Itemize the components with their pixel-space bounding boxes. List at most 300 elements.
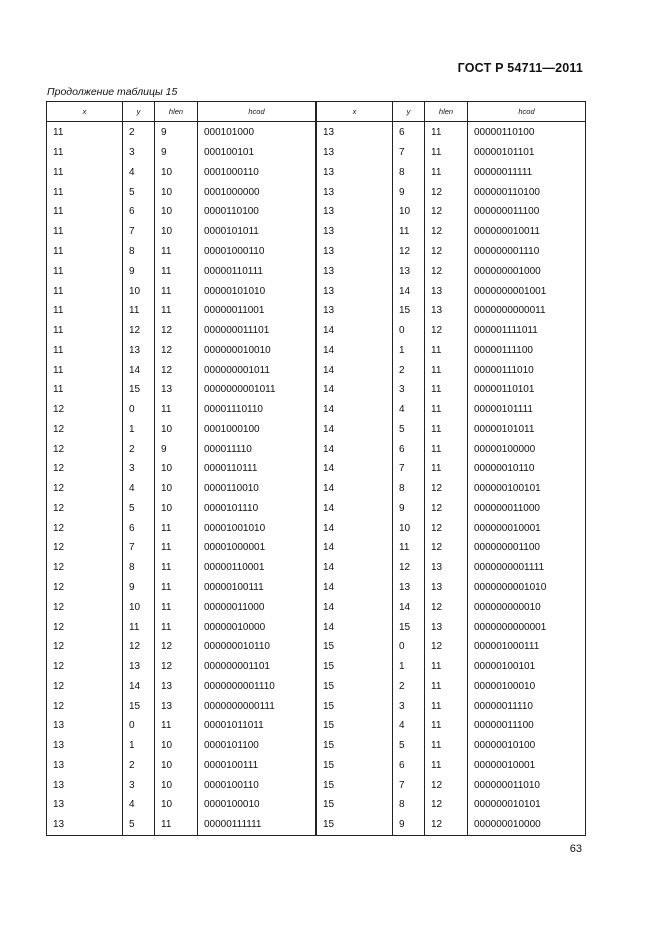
cell-y: 0	[393, 637, 425, 657]
cell-hcod: 00001000001	[198, 538, 316, 558]
cell-y: 6	[393, 439, 425, 459]
cell-hcod: 000000110100	[468, 182, 586, 202]
cell-hlen: 12	[155, 657, 198, 677]
cell-y: 15	[123, 696, 155, 716]
table-row	[47, 617, 316, 637]
cell-y: 2	[123, 439, 155, 459]
column-header-hcod: hcod	[468, 102, 586, 122]
cell-hcod: 00000110100	[468, 122, 586, 143]
table-row	[317, 558, 586, 578]
cell-y: 5	[123, 815, 155, 835]
cell-hlen: 10	[155, 499, 198, 519]
column-header-y: y	[393, 102, 425, 122]
cell-y: 4	[393, 716, 425, 736]
table-row	[317, 321, 586, 341]
table-row	[317, 538, 586, 558]
cell-hlen: 11	[425, 122, 468, 143]
cell-hcod: 00000011100	[468, 716, 586, 736]
table-row	[47, 261, 316, 281]
table-row	[47, 340, 316, 360]
cell-hlen: 10	[155, 736, 198, 756]
cell-x: 14	[317, 479, 393, 499]
table-row	[317, 360, 586, 380]
cell-hlen: 11	[425, 400, 468, 420]
cell-hlen: 10	[155, 479, 198, 499]
cell-hcod: 0000100110	[198, 775, 316, 795]
cell-hlen: 11	[425, 360, 468, 380]
cell-x: 13	[317, 242, 393, 262]
cell-y: 13	[123, 657, 155, 677]
cell-y: 12	[393, 558, 425, 578]
table-row	[317, 182, 586, 202]
cell-hlen: 11	[425, 340, 468, 360]
cell-hlen: 10	[155, 459, 198, 479]
cell-x: 13	[47, 756, 123, 776]
cell-y: 1	[393, 657, 425, 677]
cell-x: 12	[47, 558, 123, 578]
table-row	[47, 736, 316, 756]
cell-hcod: 000100101	[198, 143, 316, 163]
table-row	[47, 775, 316, 795]
table-row	[317, 281, 586, 301]
cell-x: 13	[317, 261, 393, 281]
table-row	[317, 400, 586, 420]
cell-x: 14	[317, 518, 393, 538]
cell-hcod: 000000001011	[198, 360, 316, 380]
table-row	[47, 518, 316, 538]
cell-y: 15	[123, 380, 155, 400]
table-row	[317, 657, 586, 677]
cell-y: 14	[123, 360, 155, 380]
cell-x: 15	[317, 657, 393, 677]
table-row	[317, 419, 586, 439]
cell-y: 4	[123, 163, 155, 183]
table-row	[47, 637, 316, 657]
table-row	[317, 696, 586, 716]
cell-x: 14	[317, 597, 393, 617]
cell-hlen: 11	[425, 419, 468, 439]
cell-x: 14	[317, 459, 393, 479]
cell-hlen: 12	[425, 321, 468, 341]
cell-hcod: 00000101101	[468, 143, 586, 163]
cell-y: 7	[393, 775, 425, 795]
cell-hcod: 000011110	[198, 439, 316, 459]
cell-hlen: 11	[155, 261, 198, 281]
cell-x: 13	[47, 775, 123, 795]
cell-x: 11	[47, 163, 123, 183]
cell-hcod: 000000010001	[468, 518, 586, 538]
cell-x: 15	[317, 815, 393, 835]
cell-y: 8	[393, 163, 425, 183]
column-header-hlen: hlen	[155, 102, 198, 122]
cell-hlen: 10	[155, 222, 198, 242]
cell-hcod: 00000101010	[198, 281, 316, 301]
cell-x: 14	[317, 558, 393, 578]
cell-x: 12	[47, 400, 123, 420]
column-header-x: x	[317, 102, 393, 122]
cell-hcod: 0000000000111	[198, 696, 316, 716]
table-row	[317, 756, 586, 776]
cell-hcod: 00000111010	[468, 360, 586, 380]
cell-hcod: 0000100010	[198, 795, 316, 815]
cell-hcod: 000000010011	[468, 222, 586, 242]
cell-y: 15	[393, 617, 425, 637]
cell-y: 10	[393, 518, 425, 538]
cell-y: 9	[393, 182, 425, 202]
cell-hcod: 000001111011	[468, 321, 586, 341]
table-row	[47, 163, 316, 183]
cell-x: 15	[317, 775, 393, 795]
cell-y: 5	[393, 419, 425, 439]
table-row	[317, 736, 586, 756]
cell-hlen: 11	[425, 696, 468, 716]
cell-x: 12	[47, 419, 123, 439]
cell-hlen: 11	[155, 815, 198, 835]
cell-hcod: 00001110110	[198, 400, 316, 420]
cell-x: 11	[47, 143, 123, 163]
cell-hcod: 0000101110	[198, 499, 316, 519]
cell-x: 14	[317, 400, 393, 420]
cell-x: 14	[317, 340, 393, 360]
cell-hcod: 0000000001111	[468, 558, 586, 578]
cell-y: 3	[123, 143, 155, 163]
cell-y: 5	[123, 499, 155, 519]
cell-hlen: 12	[425, 479, 468, 499]
cell-x: 12	[47, 439, 123, 459]
cell-hlen: 12	[425, 597, 468, 617]
cell-hlen: 9	[155, 122, 198, 143]
cell-hcod: 000000001100	[468, 538, 586, 558]
cell-hlen: 11	[155, 558, 198, 578]
cell-hlen: 13	[155, 696, 198, 716]
cell-hcod: 000000011101	[198, 321, 316, 341]
table-row	[47, 182, 316, 202]
cell-hlen: 13	[155, 676, 198, 696]
table-row	[317, 499, 586, 519]
cell-hcod: 0000110111	[198, 459, 316, 479]
cell-hlen: 11	[425, 163, 468, 183]
cell-hlen: 11	[155, 716, 198, 736]
cell-hlen: 11	[155, 578, 198, 598]
cell-x: 13	[47, 815, 123, 835]
table-row	[317, 518, 586, 538]
cell-hcod: 000001000111	[468, 637, 586, 657]
table-row	[317, 775, 586, 795]
cell-hcod: 000000010010	[198, 340, 316, 360]
cell-hcod: 00000100000	[468, 439, 586, 459]
cell-hcod: 0000000001010	[468, 578, 586, 598]
cell-y: 0	[123, 400, 155, 420]
cell-hlen: 12	[425, 538, 468, 558]
table-row	[47, 756, 316, 776]
cell-x: 12	[47, 479, 123, 499]
cell-y: 11	[393, 538, 425, 558]
cell-y: 14	[393, 281, 425, 301]
cell-hlen: 10	[155, 163, 198, 183]
table-row	[317, 261, 586, 281]
cell-y: 8	[393, 479, 425, 499]
cell-x: 12	[47, 578, 123, 598]
cell-x: 14	[317, 439, 393, 459]
table-row	[47, 558, 316, 578]
table-row	[47, 676, 316, 696]
cell-x: 12	[47, 597, 123, 617]
cell-hlen: 11	[425, 657, 468, 677]
table-body-right	[317, 122, 586, 836]
cell-x: 11	[47, 301, 123, 321]
cell-hlen: 11	[155, 518, 198, 538]
cell-y: 2	[123, 122, 155, 143]
cell-x: 13	[47, 736, 123, 756]
cell-hcod: 000000010101	[468, 795, 586, 815]
cell-x: 13	[317, 202, 393, 222]
cell-hcod: 000000010000	[468, 815, 586, 835]
cell-hlen: 11	[155, 538, 198, 558]
cell-hlen: 12	[425, 815, 468, 835]
cell-x: 12	[47, 617, 123, 637]
cell-y: 1	[123, 736, 155, 756]
cell-x: 13	[317, 301, 393, 321]
cell-hcod: 00000111100	[468, 340, 586, 360]
cell-y: 11	[393, 222, 425, 242]
cell-y: 1	[393, 340, 425, 360]
cell-hcod: 000000001101	[198, 657, 316, 677]
cell-hlen: 12	[155, 340, 198, 360]
cell-y: 8	[393, 795, 425, 815]
cell-x: 12	[47, 538, 123, 558]
table-row	[47, 696, 316, 716]
cell-hlen: 12	[425, 775, 468, 795]
cell-hlen: 12	[155, 637, 198, 657]
cell-hcod: 0000100111	[198, 756, 316, 776]
table-caption: Продолжение таблицы 15	[47, 86, 178, 98]
table-row	[317, 578, 586, 598]
cell-hcod: 000000010110	[198, 637, 316, 657]
cell-hlen: 11	[155, 301, 198, 321]
cell-x: 14	[317, 380, 393, 400]
cell-y: 1	[123, 419, 155, 439]
cell-y: 2	[393, 676, 425, 696]
cell-hlen: 12	[425, 202, 468, 222]
cell-hlen: 11	[425, 459, 468, 479]
cell-x: 15	[317, 716, 393, 736]
table-row	[47, 597, 316, 617]
cell-y: 10	[393, 202, 425, 222]
cell-hlen: 11	[155, 597, 198, 617]
cell-hlen: 10	[155, 202, 198, 222]
cell-hlen: 13	[155, 380, 198, 400]
cell-y: 14	[393, 597, 425, 617]
cell-hlen: 11	[425, 736, 468, 756]
column-header-x: x	[47, 102, 123, 122]
cell-hlen: 11	[425, 439, 468, 459]
cell-x: 14	[317, 578, 393, 598]
cell-x: 13	[317, 281, 393, 301]
cell-y: 5	[123, 182, 155, 202]
table-row	[317, 637, 586, 657]
cell-y: 4	[123, 479, 155, 499]
code-table-left	[46, 101, 316, 836]
cell-hcod: 00000110111	[198, 261, 316, 281]
cell-hlen: 9	[155, 143, 198, 163]
cell-y: 8	[123, 558, 155, 578]
cell-x: 11	[47, 182, 123, 202]
table-row	[47, 281, 316, 301]
cell-x: 15	[317, 696, 393, 716]
cell-hlen: 13	[425, 558, 468, 578]
cell-y: 9	[393, 815, 425, 835]
cell-x: 14	[317, 617, 393, 637]
cell-hcod: 00001011011	[198, 716, 316, 736]
cell-y: 3	[393, 696, 425, 716]
table-row	[317, 301, 586, 321]
cell-hcod: 00000011001	[198, 301, 316, 321]
cell-x: 15	[317, 795, 393, 815]
cell-hlen: 11	[155, 400, 198, 420]
cell-hlen: 9	[155, 439, 198, 459]
cell-hcod: 00000100010	[468, 676, 586, 696]
cell-hlen: 12	[425, 518, 468, 538]
cell-x: 14	[317, 538, 393, 558]
cell-x: 15	[317, 756, 393, 776]
cell-x: 13	[47, 795, 123, 815]
cell-hlen: 11	[425, 380, 468, 400]
table-row	[317, 143, 586, 163]
cell-x: 13	[317, 182, 393, 202]
table-row	[47, 122, 316, 143]
cell-hcod: 00000010001	[468, 756, 586, 776]
cell-y: 10	[123, 597, 155, 617]
cell-hcod: 000000011000	[468, 499, 586, 519]
cell-x: 12	[47, 637, 123, 657]
cell-x: 11	[47, 242, 123, 262]
cell-x: 15	[317, 736, 393, 756]
cell-x: 11	[47, 261, 123, 281]
cell-hlen: 12	[425, 182, 468, 202]
cell-x: 11	[47, 202, 123, 222]
table-row	[47, 301, 316, 321]
cell-y: 12	[123, 637, 155, 657]
cell-hlen: 11	[425, 716, 468, 736]
code-table-right	[316, 101, 586, 836]
cell-y: 13	[123, 340, 155, 360]
cell-x: 11	[47, 380, 123, 400]
column-header-y: y	[123, 102, 155, 122]
table-row	[317, 122, 586, 143]
cell-hlen: 13	[425, 617, 468, 637]
cell-x: 12	[47, 459, 123, 479]
table-header-row	[317, 102, 586, 122]
cell-x: 14	[317, 499, 393, 519]
table-row	[47, 143, 316, 163]
cell-y: 3	[393, 380, 425, 400]
cell-x: 12	[47, 696, 123, 716]
cell-x: 15	[317, 637, 393, 657]
cell-x: 13	[317, 163, 393, 183]
table-row	[47, 321, 316, 341]
page-number: 63	[569, 843, 582, 855]
table-row	[47, 202, 316, 222]
table-row	[47, 538, 316, 558]
cell-hcod: 00001001010	[198, 518, 316, 538]
cell-hcod: 00000101011	[468, 419, 586, 439]
cell-y: 7	[123, 538, 155, 558]
cell-y: 0	[123, 716, 155, 736]
cell-hlen: 11	[425, 676, 468, 696]
cell-y: 8	[123, 242, 155, 262]
cell-hcod: 0001000000	[198, 182, 316, 202]
table-row	[47, 716, 316, 736]
cell-hcod: 0000000000001	[468, 617, 586, 637]
cell-hcod: 000000011010	[468, 775, 586, 795]
table-body-left	[47, 122, 316, 836]
cell-x: 15	[317, 676, 393, 696]
cell-y: 14	[123, 676, 155, 696]
cell-y: 15	[393, 301, 425, 321]
table-row	[317, 439, 586, 459]
table-row	[317, 617, 586, 637]
table-row	[47, 815, 316, 835]
cell-hlen: 11	[155, 242, 198, 262]
table-row	[47, 439, 316, 459]
table-row	[317, 340, 586, 360]
cell-hlen: 12	[155, 360, 198, 380]
cell-hlen: 13	[425, 578, 468, 598]
cell-x: 12	[47, 676, 123, 696]
cell-y: 9	[123, 578, 155, 598]
cell-hcod: 0000000001011	[198, 380, 316, 400]
cell-y: 12	[393, 242, 425, 262]
cell-x: 11	[47, 122, 123, 143]
cell-hlen: 10	[155, 419, 198, 439]
cell-y: 7	[123, 222, 155, 242]
cell-y: 3	[123, 775, 155, 795]
cell-y: 6	[123, 518, 155, 538]
cell-x: 11	[47, 321, 123, 341]
cell-y: 4	[393, 400, 425, 420]
cell-y: 2	[393, 360, 425, 380]
column-header-hlen: hlen	[425, 102, 468, 122]
cell-hlen: 10	[155, 775, 198, 795]
cell-y: 6	[123, 202, 155, 222]
table-row	[47, 459, 316, 479]
cell-hcod: 000000100101	[468, 479, 586, 499]
cell-x: 12	[47, 499, 123, 519]
cell-hlen: 12	[425, 637, 468, 657]
cell-x: 13	[317, 143, 393, 163]
table-row	[317, 676, 586, 696]
table-row	[47, 242, 316, 262]
table-row	[47, 479, 316, 499]
cell-hcod: 000000001110	[468, 242, 586, 262]
cell-x: 11	[47, 360, 123, 380]
cell-hlen: 12	[155, 321, 198, 341]
cell-hcod: 00000011000	[198, 597, 316, 617]
cell-hlen: 12	[425, 222, 468, 242]
cell-y: 9	[123, 261, 155, 281]
cell-hlen: 11	[155, 281, 198, 301]
cell-y: 9	[393, 499, 425, 519]
cell-hlen: 11	[425, 756, 468, 776]
cell-hcod: 000000000010	[468, 597, 586, 617]
cell-hcod: 0000101011	[198, 222, 316, 242]
cell-x: 11	[47, 340, 123, 360]
cell-hcod: 000000011100	[468, 202, 586, 222]
table-row	[47, 380, 316, 400]
cell-hlen: 12	[425, 499, 468, 519]
cell-y: 6	[393, 122, 425, 143]
cell-hcod: 000000001000	[468, 261, 586, 281]
